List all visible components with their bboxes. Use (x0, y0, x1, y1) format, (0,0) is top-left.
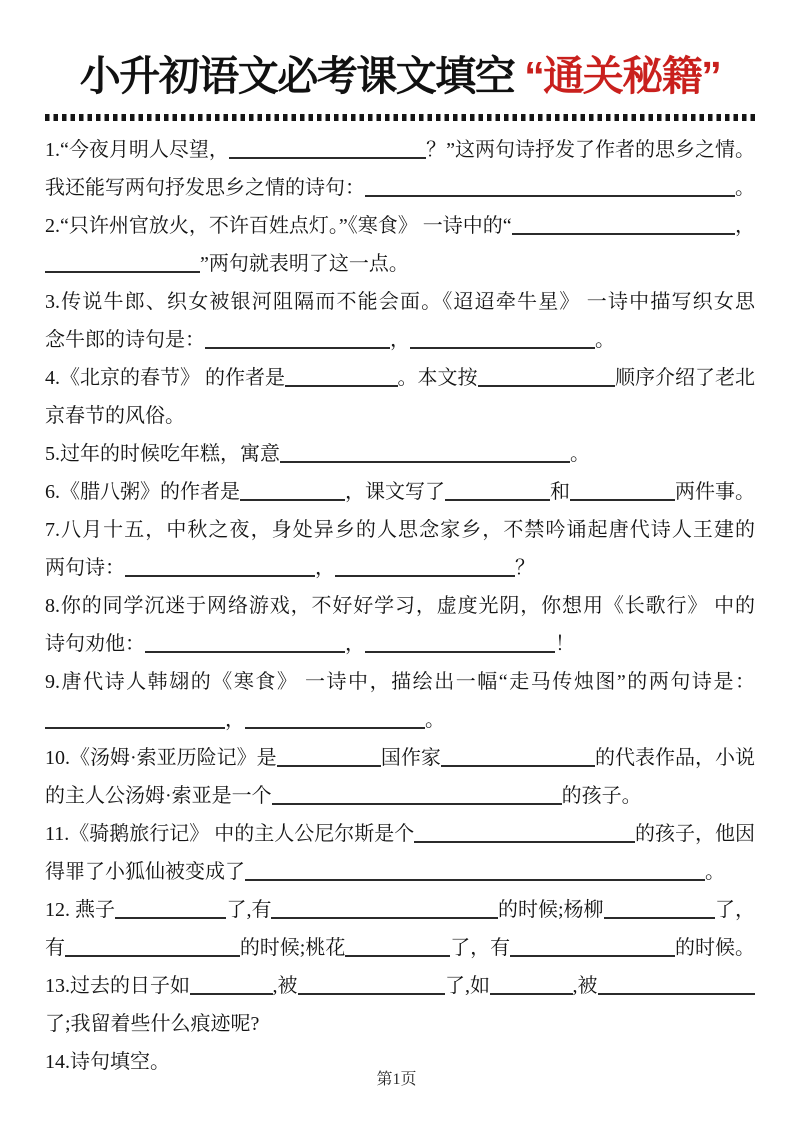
worksheet-line (45, 815, 755, 853)
line-text: 得罪了小狐仙被变成了 (45, 861, 245, 883)
line-text: 诗句劝他： (45, 633, 145, 655)
line-text: ？”这两句诗抒发了作者的思乡之情。 (426, 139, 755, 161)
line-text: 。 (595, 329, 615, 351)
worksheet-line (45, 891, 755, 929)
line-text: ，课文写了 (345, 481, 445, 503)
blank-underline (145, 651, 345, 653)
worksheet-line (45, 397, 755, 435)
worksheet-line (45, 245, 755, 283)
line-text: 13.过去的日子如 (45, 975, 190, 997)
blank-underline (229, 157, 426, 159)
worksheet-line (45, 169, 755, 207)
blank-underline (272, 803, 562, 805)
worksheet-line (45, 207, 755, 245)
line-text: 的主人公汤姆·索亚是一个 (45, 785, 272, 807)
blank-underline (45, 271, 200, 273)
worksheet-line (45, 663, 755, 701)
line-text: 3.传说牛郎、织女被银河阻隔而不能会面。《迢迢牵牛星》 一诗中描写织女思 (45, 291, 755, 313)
blank-underline (285, 385, 398, 387)
blank-underline (277, 765, 381, 767)
blank-underline (365, 651, 555, 653)
blank-underline (245, 879, 705, 881)
page-title-main: 小升初语文必考课文填空 (79, 53, 515, 99)
worksheet-line (45, 1005, 755, 1043)
line-text: ”两句就表明了这一点。 (200, 253, 409, 275)
line-text: ， (315, 557, 335, 579)
worksheet-line (45, 511, 755, 549)
line-text: 了,如 (445, 975, 490, 997)
blank-underline (478, 385, 616, 387)
line-text: 的时候;桃花 (239, 937, 346, 959)
worksheet-line (45, 359, 755, 397)
line-text: 的时候。 (675, 937, 755, 959)
blank-underline (65, 955, 240, 957)
line-text: 4.《北京的春节》 的作者是 (45, 367, 285, 389)
line-text: ？ (515, 557, 535, 579)
line-text: ， (390, 329, 410, 351)
line-text: ,被 (272, 975, 298, 997)
worksheet-line (45, 967, 755, 1005)
worksheet-body (45, 131, 755, 1081)
line-text: 的代表作品，小说 (595, 747, 756, 769)
worksheet-line (45, 321, 755, 359)
line-text: 。本文按 (397, 367, 478, 389)
line-text: ， (735, 215, 755, 237)
line-text: 了;我留着些什么痕迹呢? (45, 1013, 260, 1035)
line-text: 的时候;杨柳 (497, 899, 604, 921)
line-text: 。 (570, 443, 590, 465)
line-text: 。 (425, 709, 445, 731)
worksheet-line (45, 435, 755, 473)
worksheet-line (45, 283, 755, 321)
worksheet-line (45, 587, 755, 625)
line-text: ！ (555, 633, 575, 655)
blank-underline (271, 917, 497, 919)
line-text: 国作家 (380, 747, 441, 769)
line-text: 顺序介绍了老北 (615, 367, 755, 389)
line-text: 念牛郎的诗句是： (45, 329, 205, 351)
blank-underline (414, 841, 635, 843)
blank-underline (245, 727, 425, 729)
blank-underline (512, 233, 735, 235)
worksheet-line (45, 131, 755, 169)
blank-underline (125, 575, 315, 577)
line-text: 的孩子。 (561, 785, 642, 807)
blank-underline (598, 993, 756, 995)
blank-underline (298, 993, 446, 995)
page-title (45, 0, 755, 102)
line-text: 9.唐代诗人韩翃的《寒食》 一诗中，描绘出一幅“走马传烛图”的两句诗是： (45, 671, 755, 693)
blank-underline (570, 499, 675, 501)
line-text: 12. 燕子 (45, 899, 115, 921)
blank-underline (604, 917, 715, 919)
worksheet-line (45, 625, 755, 663)
worksheet-line (45, 929, 755, 967)
worksheet-line (45, 739, 755, 777)
blank-underline (490, 993, 573, 995)
page-title-highlight: “通关秘籍” (524, 53, 721, 99)
line-text: 5.过年的时候吃年糕，寓意 (45, 443, 280, 465)
line-text: 了， (715, 899, 756, 921)
line-text: 的孩子，他因 (635, 823, 755, 845)
line-text: 了,有 (226, 899, 272, 921)
blank-underline (410, 347, 595, 349)
worksheet-line (45, 853, 755, 891)
line-text: 。 (705, 861, 725, 883)
dotted-separator (45, 114, 755, 121)
line-text: 10.《汤姆·索亚历险记》是 (45, 747, 277, 769)
line-text: 我还能写两句抒发思乡之情的诗句： (45, 177, 365, 199)
line-text: 7.八月十五，中秋之夜，身处异乡的人思念家乡，不禁吟诵起唐代诗人王建的 (45, 519, 755, 541)
blank-underline (190, 993, 273, 995)
worksheet-line (45, 701, 755, 739)
blank-underline (445, 499, 550, 501)
blank-underline (240, 499, 345, 501)
line-text: 两件事。 (675, 481, 755, 503)
line-text: 和 (550, 481, 570, 503)
line-text: 两句诗： (45, 557, 125, 579)
blank-underline (335, 575, 515, 577)
line-text: 11.《骑鹅旅行记》 中的主人公尼尔斯是个 (45, 823, 415, 845)
blank-underline (345, 955, 450, 957)
blank-underline (45, 727, 225, 729)
blank-underline (205, 347, 390, 349)
blank-underline (441, 765, 595, 767)
line-text: 6.《腊八粥》的作者是 (45, 481, 240, 503)
blank-underline (280, 461, 570, 463)
blank-underline (510, 955, 675, 957)
line-text: 京春节的风俗。 (45, 405, 185, 427)
worksheet-line (45, 777, 755, 815)
worksheet-line (45, 549, 755, 587)
line-text: 1.“今夜月明人尽望， (45, 139, 229, 161)
line-text: 2.“只许州官放火，不许百姓点灯。”《寒食》 一诗中的“ (45, 215, 512, 237)
line-text: 了，有 (450, 937, 511, 959)
line-text: 有 (45, 937, 65, 959)
blank-underline (115, 917, 226, 919)
blank-underline (365, 195, 735, 197)
line-text: ,被 (572, 975, 598, 997)
line-text: ， (225, 709, 245, 731)
line-text: ， (345, 633, 365, 655)
worksheet-line (45, 473, 755, 511)
line-text: 14.诗句填空。 (45, 1051, 170, 1073)
page-number: 第1页 (376, 1071, 417, 1088)
line-text: 8.你的同学沉迷于网络游戏，不好好学习，虚度光阴，你想用《长歌行》 中的 (45, 595, 755, 617)
line-text: 。 (735, 177, 755, 199)
